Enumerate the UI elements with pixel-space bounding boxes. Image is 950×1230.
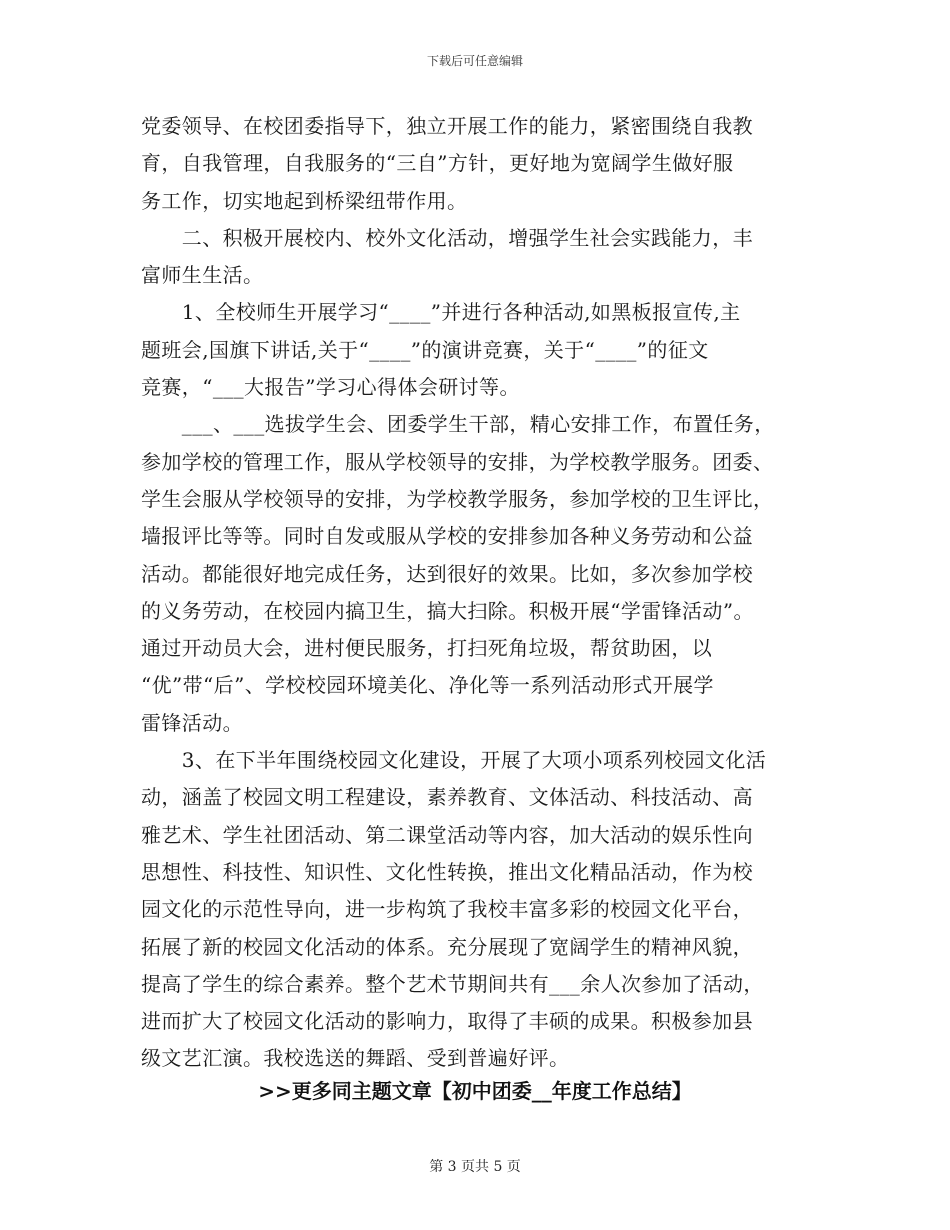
document-body [141, 108, 811, 1078]
paragraph-3: 1、全校师生开展学习“____”并进行各种活动,如黑板报宣传,主 题班会,国旗下讲话,关于“____”的演讲竞赛，关于“____”的征文 竞赛，“___大报告”学习心得体会研讨等。 [141, 300, 741, 400]
paragraph-1: 党委领导、在校团委指导下，独立开展工作的能力，紧密围绕自我教 育，自我管理，自我服务的“三自”方针，更好地为宽阔学生做好服 务工作，切实地起到桥梁纽带作用。 [141, 114, 753, 213]
paragraph-5: 3、在下半年围绕校园文化建设，开展了大项小项系列校园文化活 动，涵盖了校园文明工程建设，素养教育、文体活动、科技活动、高 雅艺术、学生社团活动、第二课堂活动等内容，加大活动的娱乐性向 思想性、科技性、知识性、文化性转换，推出文化精品活动，作为校 园文化的示范性导向，进一步构筑了我校丰富多彩的校园文化平台， 拓展了新的校园文化活动的体系。充分展现了宽阔学生的精神风貌， 提高了学生的综合素养。整个艺术节期间共有___余人次参加了活动， 进而扩大了校园文化活动的影响力，取得了丰硕的成果。积极参加县 级文艺汇演。我校选送的舞蹈、受到普遍好评。 [141, 748, 767, 1071]
page-header-note: 下载后可任意编辑 [426, 54, 523, 68]
paragraph-2: 二、积极开展校内、校外文化活动，增强学生社会实践能力，丰 富师生生活。 [141, 225, 753, 288]
paragraph-4: ___、___选拔学生会、团委学生干部，精心安排工作，布置任务， 参加学校的管理工作，服从学校领导的安排，为学校教学服务。团委、 学生会服从学校领导的安排，为学校教学服务，参加学校的卫生评比， 墙报评比等等。同时自发或服从学校的安排参加各种义务劳动和公益 活动。都能很好地完成任务，达到很好的效果。比如，多次参加学校 的义务劳动，在校园内搞卫生，搞大扫除。积极开展“学雷锋活动”。 通过开动员大会，进村便民服务，打扫死角垃圾，帮贫助困，以 “优”带“后”、学校校园环境美化、净化等一系列活动形式开展学 雷锋活动。 [141, 412, 775, 735]
page-number: 第 3 页共 5 页 [429, 1159, 521, 1175]
more-articles-link[interactable]: >>更多同主题文章【初中团委__年度工作总结】 [258, 1079, 692, 1103]
